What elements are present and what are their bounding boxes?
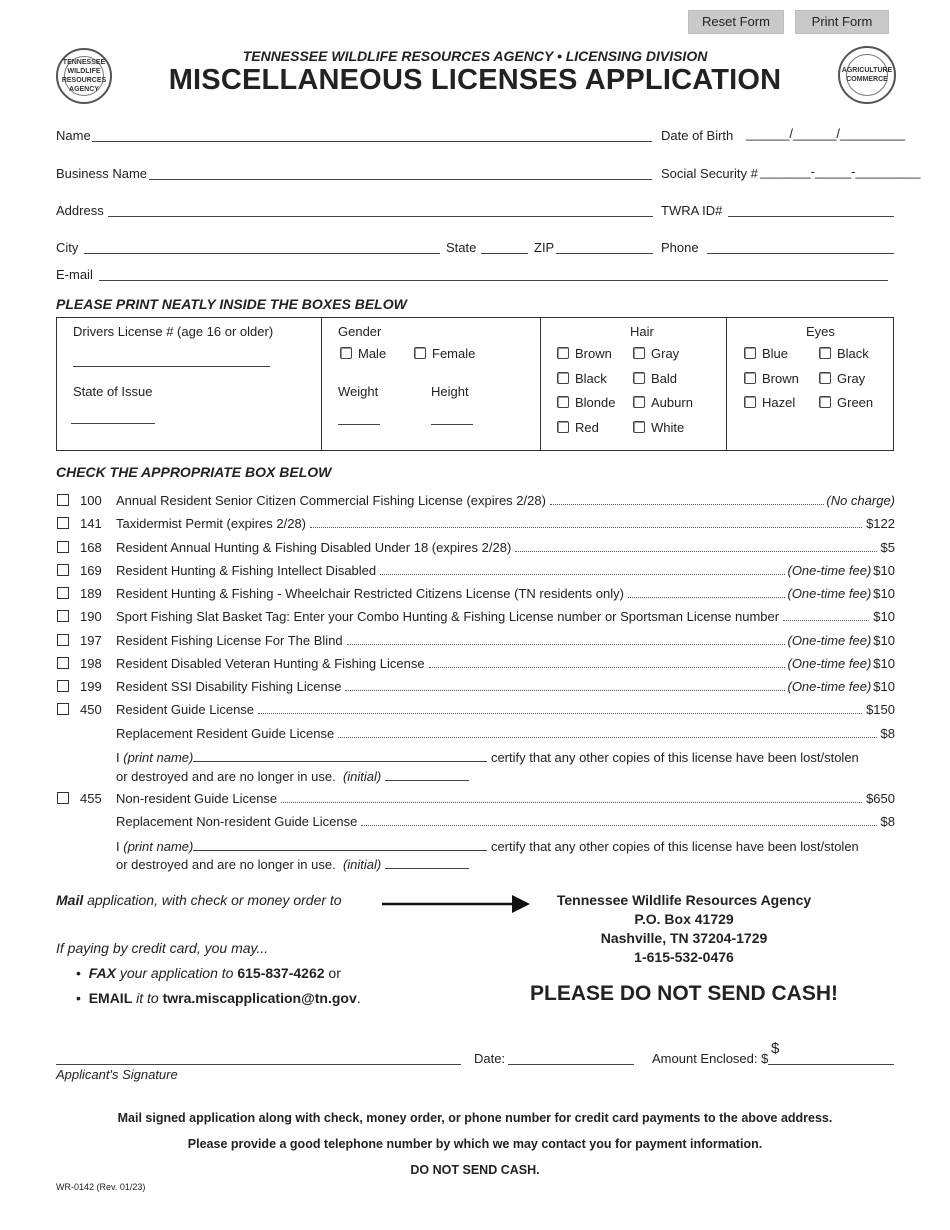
twra-id-label: TWRA ID# (661, 203, 723, 218)
twra-id-input[interactable] (728, 216, 894, 217)
credit-card-note: If paying by credit card, you may... (56, 940, 269, 956)
form-number: WR-0142 (Rev. 01/23) (56, 1182, 146, 1192)
email-input[interactable] (99, 280, 888, 281)
dob-label: Date of Birth (661, 128, 734, 143)
divider (321, 317, 322, 451)
cert-455-line1: I (print name) certify that any other copies of this license have been lost/stolen (116, 839, 859, 854)
cert-450-line1: I (print name) certify that any other copies of this license have been lost/stolen (116, 750, 859, 765)
hair-option[interactable]: Black (557, 371, 607, 386)
cert-450-line2: or destroyed and are no longer in use. (initial) (116, 769, 469, 784)
hair-option[interactable]: Brown (557, 346, 612, 361)
business-name-label: Business Name (56, 166, 148, 181)
eye-option[interactable]: Blue (744, 346, 788, 361)
ssn-label: Social Security # (661, 166, 758, 181)
no-cash-warning: PLEASE DO NOT SEND CASH! (529, 982, 839, 1005)
zip-label: ZIP (534, 240, 555, 255)
email-label: E-mail (56, 267, 93, 282)
footer-line-3: DO NOT SEND CASH. (410, 1163, 540, 1177)
license-checkbox-198[interactable] (57, 657, 69, 669)
divider (540, 317, 541, 451)
hair-option[interactable]: Auburn (633, 395, 693, 410)
hair-option[interactable]: Bald (633, 371, 677, 386)
license-checkbox-199[interactable] (57, 680, 69, 692)
license-row-197: 197 Resident Fishing License For The Blind (One-time fee) $10 (80, 633, 895, 648)
applicant-signature-label: Applicant's Signature (56, 1067, 178, 1082)
replacement-nonresident-guide-row: Replacement Non-resident Guide License $8 (116, 814, 895, 829)
twra-seal-text: TENNESSEE WILDLIFE RESOURCES AGENCY (64, 56, 104, 96)
license-row-141: 141 Taxidermist Permit (expires 2/28) $122 (80, 516, 895, 531)
address-input[interactable] (108, 216, 653, 217)
date-input[interactable] (508, 1064, 634, 1065)
eye-option[interactable]: Black (819, 346, 869, 361)
eye-option[interactable]: Hazel (744, 395, 795, 410)
license-row-189: 189 Resident Hunting & Fishing - Wheelchair Restricted Citizens License (TN residents only) (One-time fee) $10 (80, 586, 895, 601)
footer-line-1: Mail signed application along with check, money order, or phone number for credit card payments to the above address. (117, 1111, 833, 1125)
license-row-168: 168 Resident Annual Hunting & Fishing Disabled Under 18 (expires 2/28) $5 (80, 540, 895, 555)
mail-instruction: Mail application, with check or money order to (56, 892, 342, 908)
cert-450-initial-input[interactable] (385, 780, 469, 781)
license-checkbox-455[interactable] (57, 792, 69, 804)
city-label: City (56, 240, 79, 255)
height-label: Height (431, 384, 469, 399)
phone-input[interactable] (707, 253, 894, 254)
hair-option[interactable]: White (633, 420, 684, 435)
license-row-100: 100 Annual Resident Senior Citizen Commercial Fishing License (expires 2/28) (No charge) (80, 493, 895, 508)
male-radio[interactable] (340, 347, 352, 359)
license-row-198: 198 Resident Disabled Veteran Hunting & Fishing License (One-time fee) $10 (80, 656, 895, 671)
amount-dollar-sign: $ (771, 1040, 780, 1057)
replacement-resident-guide-row: Replacement Resident Guide License $8 (116, 726, 895, 741)
cert-450-print-name-input[interactable] (193, 761, 487, 762)
phone-label: Phone (661, 240, 699, 255)
license-checkbox-169[interactable] (57, 564, 69, 576)
reset-form-button[interactable]: Reset Form (688, 10, 784, 34)
divider (726, 317, 727, 451)
arrow-right-icon (380, 893, 532, 915)
cert-455-initial-input[interactable] (385, 868, 469, 869)
hair-label: Hair (630, 324, 654, 339)
female-radio[interactable] (414, 347, 426, 359)
state-of-issue-input[interactable] (71, 423, 155, 424)
address-label: Address (56, 203, 104, 218)
cert-455-print-name-input[interactable] (193, 850, 487, 851)
mailing-address: Tennessee Wildlife Resources Agency P.O. Box 41729 Nashville, TN 37204-1729 1-615-532-0476 (556, 892, 812, 965)
state-of-issue-label: State of Issue (73, 384, 153, 399)
license-row-169: 169 Resident Hunting & Fishing Intellect Disabled (One-time fee) $10 (80, 563, 895, 578)
gender-female-option[interactable]: Female (414, 346, 475, 361)
amount-input[interactable] (768, 1064, 894, 1065)
name-input[interactable] (92, 141, 652, 142)
license-row-455: 455 Non-resident Guide License $650 (80, 791, 895, 806)
eyes-label: Eyes (806, 324, 835, 339)
dob-input[interactable]: ______/______/_________ (746, 126, 906, 141)
email-address-link[interactable]: twra.miscapplication@tn.gov (162, 990, 357, 1006)
zip-input[interactable] (556, 253, 653, 254)
hair-option[interactable]: Red (557, 420, 599, 435)
signature-input[interactable] (56, 1064, 461, 1065)
drivers-license-input[interactable] (73, 366, 270, 367)
license-checkbox-100[interactable] (57, 494, 69, 506)
gender-male-option[interactable]: Male (340, 346, 386, 361)
license-checkbox-189[interactable] (57, 587, 69, 599)
print-neatly-heading: PLEASE PRINT NEATLY INSIDE THE BOXES BELOW (56, 296, 407, 312)
name-label: Name (56, 128, 91, 143)
fax-option: • FAX your application to 615-837-4262 or (76, 965, 341, 981)
agency-heading: TENNESSEE WILDLIFE RESOURCES AGENCY • LICENSING DIVISION (242, 48, 708, 64)
drivers-license-label: Drivers License # (age 16 or older) (73, 324, 274, 339)
city-input[interactable] (84, 253, 440, 254)
eye-option[interactable]: Green (819, 395, 873, 410)
license-checkbox-141[interactable] (57, 517, 69, 529)
check-box-heading: CHECK THE APPROPRIATE BOX BELOW (56, 464, 332, 480)
license-row-190: 190 Sport Fishing Slat Basket Tag: Enter your Combo Hunting & Fishing License number or Sportsman License number $10 (80, 609, 895, 624)
email-option: • EMAIL it to twra.miscapplication@tn.gov. (76, 990, 361, 1006)
gender-label: Gender (338, 324, 382, 339)
date-label: Date: (474, 1051, 506, 1066)
footer-line-2: Please provide a good telephone number by which we may contact you for payment information. (187, 1137, 763, 1151)
state-input[interactable] (481, 253, 528, 254)
license-row-450: 450 Resident Guide License $150 (80, 702, 895, 717)
cert-455-line2: or destroyed and are no longer in use. (initial) (116, 857, 469, 872)
print-form-button[interactable]: Print Form (795, 10, 889, 34)
weight-input[interactable] (338, 424, 380, 425)
form-title: MISCELLANEOUS LICENSES APPLICATION (168, 64, 782, 96)
eye-option[interactable]: Brown (744, 371, 799, 386)
weight-label: Weight (338, 384, 379, 399)
business-name-input[interactable] (149, 179, 652, 180)
license-checkbox-168[interactable] (57, 541, 69, 553)
height-input[interactable] (431, 424, 473, 425)
license-row-199: 199 Resident SSI Disability Fishing License (One-time fee) $10 (80, 679, 895, 694)
ssn-input[interactable]: _______-_____-_________ (760, 164, 921, 179)
hair-option[interactable]: Gray (633, 346, 679, 361)
state-seal-text: AGRICULTURE COMMERCE (846, 54, 888, 96)
license-checkbox-197[interactable] (57, 634, 69, 646)
eye-option[interactable]: Gray (819, 371, 865, 386)
hair-option[interactable]: Blonde (557, 395, 615, 410)
license-checkbox-450[interactable] (57, 703, 69, 715)
amount-label: Amount Enclosed: $ (652, 1051, 769, 1066)
state-label: State (446, 240, 477, 255)
license-checkbox-190[interactable] (57, 610, 69, 622)
